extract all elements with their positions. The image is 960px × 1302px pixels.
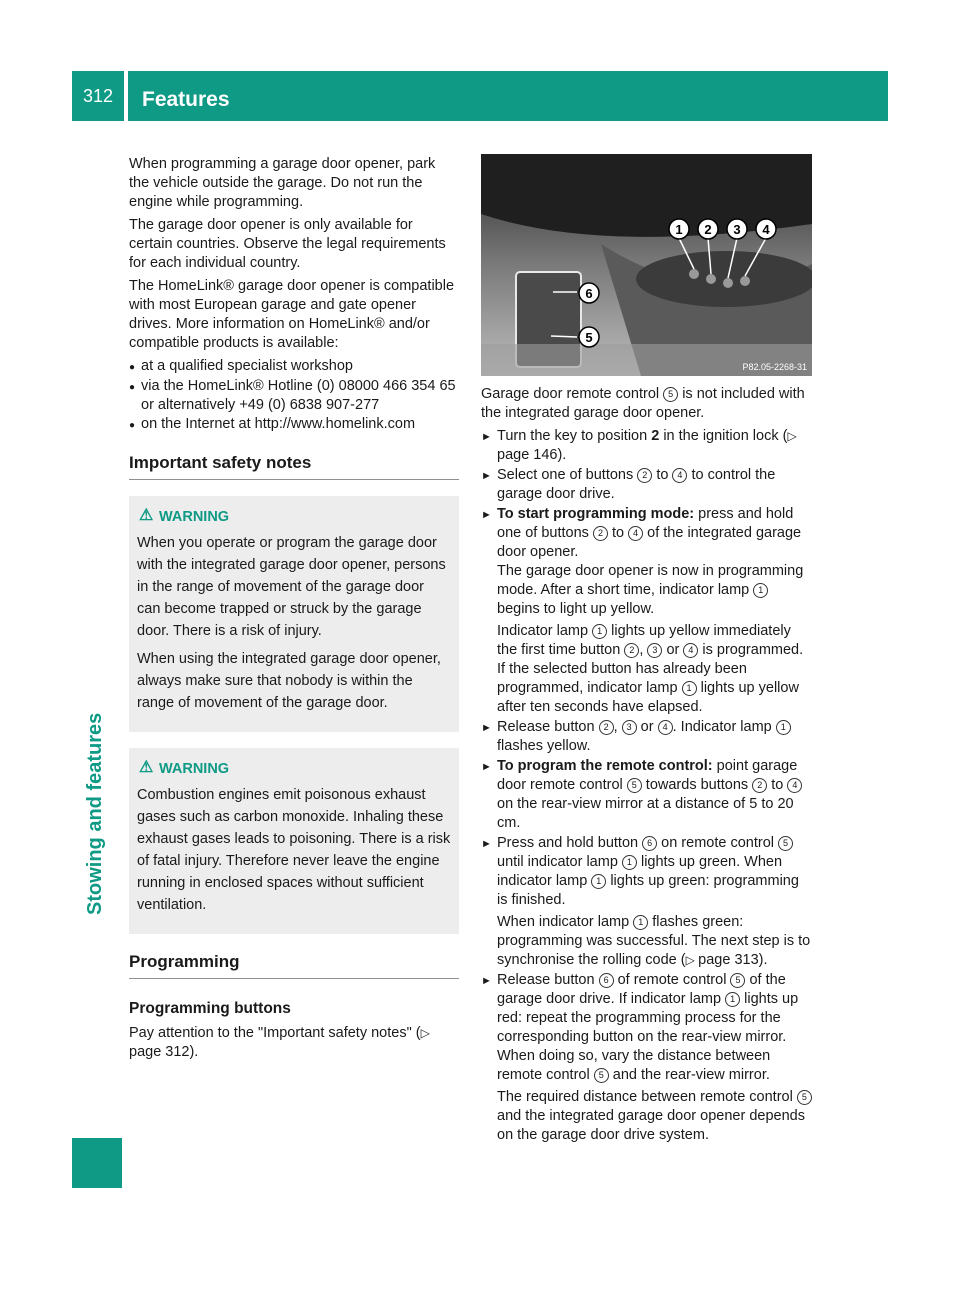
sidebar-chapter-label [80,555,116,915]
step-item: ► Release button 2 , 3 or 4 . Indicator lamp 1 flashes yellow. [481,718,812,756]
programming-buttons-heading: Programming buttons [129,1000,291,1017]
photo-caption: Garage door remote control 5 is not included with the integrated garage door opener. [481,386,805,421]
photo-reference-code: P82.05-2268-31 [742,362,807,372]
callout-1: 1 [675,222,683,237]
photo-illustration [481,154,812,376]
step-arrow-icon: ► [481,761,492,773]
warning-text: When you operate or program the garage door with the integrated garage door opener, persons in the range of movement of the garage door can become trapped or struck by the garage door. There is a risk of injury. [137,535,446,639]
list-item: ● at a qualified specialist workshop [129,357,459,377]
bullet-icon: ● [129,420,136,431]
intro-paragraph-1: When programming a garage door opener, park the vehicle outside the garage. Do not run the engine while programming. [129,156,436,210]
list-item: ● via the HomeLink® Hotline (0) 08000 466 354 65 or alternatively +49 (0) 6838 907-277 [129,378,456,413]
warning-text: Combustion engines emit poisonous exhaust gases such as carbon monoxide. Inhaling these exhaust gases leads to poisoning. There is a risk of fatal injury. Therefore never leave the engine running in enclosed spaces without sufficient ventilation. [137,787,451,913]
right-column [481,385,812,1146]
section-title: Features [142,88,230,111]
step-arrow-icon: ► [481,470,492,482]
warning-heading: ⚠ WARNING [139,759,230,777]
chapter-marker [72,1138,122,1188]
step-arrow-icon: ► [481,838,492,850]
callout-3: 3 [733,222,741,237]
page-reference-link[interactable]: page 313). [698,952,768,968]
warning-triangle-icon: ⚠ [139,759,154,776]
step-arrow-icon: ► [481,509,492,521]
warning-box-exhaust [129,748,459,934]
page-header [72,71,888,121]
step-arrow-icon: ► [481,722,492,734]
programming-heading: Programming [129,952,459,979]
intro-paragraph-2: The garage door opener is only available for certain countries. Observe the legal requirements for each individual country. [129,217,446,271]
mirror-buttons-photo [481,154,812,376]
step-item: ► To start programming mode: press and hold one of buttons 2 to 4 of the integrated garage door opener. The garage door opener is now in programming mode. After a short time, indicator lamp 1 begins to light up yellow. Indicator lamp 1 lights up yellow immediately the first time button 2 , 3 or 4 is programmed. If the selected button has already been programmed, indicator lamp 1 lights up yellow after ten seconds have elapsed. [481,506,804,715]
step-item: ► Release button 6 of remote control 5 of the garage door drive. If indicator lamp 1 lights up red: repeat the programming process for the corresponding button on the rear-view mirror. When doing so, vary the distance between remote control 5 and the rear-view mirror. The required distance between remote control 5 and the integrated garage door opener depends on the garage door drive system. [481,971,812,1145]
step-arrow-icon: ► [481,431,492,443]
step-item: ► Turn the key to position 2 in the ignition lock (▷ page 146). [481,428,797,463]
step-item: ► Press and hold button 6 on remote control 5 until indicator lamp 1 lights up green. When indicator lamp 1 lights up green: programming is finished. When indicator lamp 1 flashes green: programming was successful. The next step is to synchronise the rolling code (▷ page 313). [481,835,811,968]
bullet-icon: ● [129,382,136,393]
programming-buttons-text: Pay attention to the "Important safety notes" (▷ page 312). [129,1025,430,1060]
callout-4: 4 [762,222,770,237]
step-arrow-icon: ► [481,975,492,987]
callout-6: 6 [585,286,593,301]
callout-2: 2 [704,222,712,237]
page-ref-icon: ▷ [787,429,797,443]
page-ref-icon: ▷ [685,953,699,967]
warning-text: When using the integrated garage door opener, always make sure that nobody is within the range of movement of the garage door. [137,651,441,711]
list-item: ● on the Internet at http://www.homelink.com [129,415,459,435]
page-reference-link[interactable]: page 146). [497,447,567,463]
step-item: ► Select one of buttons 2 to 4 to control the garage door drive. [481,467,776,502]
page-number: 312 [82,86,114,106]
intro-paragraph-3: The HomeLink® garage door opener is compatible with most European garage and gate opener drives. More information on HomeLink® and/or compatible products is available: [129,278,455,351]
callout-5: 5 [585,330,593,345]
left-column [129,155,459,1066]
chapter-label-text: Stowing and features [84,712,106,915]
bullet-icon: ● [129,362,136,373]
safety-notes-heading: Important safety notes [129,453,459,480]
warning-box-injury [129,496,459,732]
page-reference-link[interactable]: page 312). [129,1044,199,1060]
warning-heading: ⚠ WARNING [139,507,230,525]
warning-triangle-icon: ⚠ [139,507,154,524]
step-item: ► To program the remote control: point garage door remote control 5 towards buttons 2 to 4 on the rear-view mirror at a distance of 5 to 20 cm. [481,757,812,833]
page-ref-icon: ▷ [420,1026,430,1040]
header-divider [124,71,128,121]
